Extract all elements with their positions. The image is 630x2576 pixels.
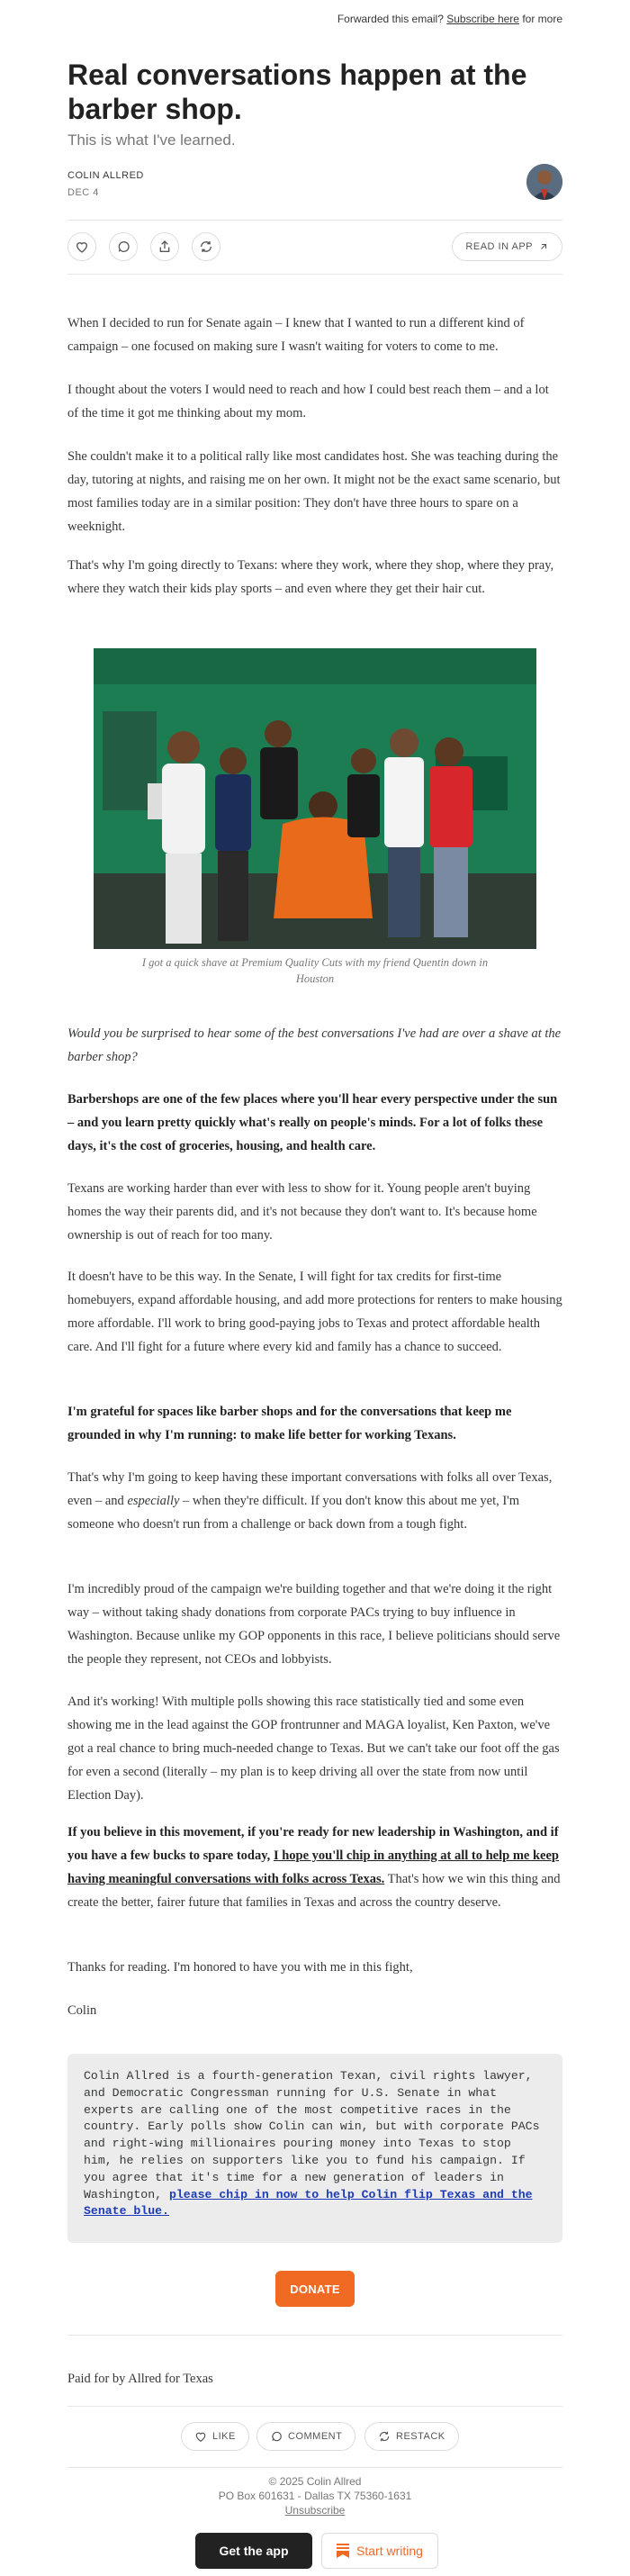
paid-for-disclaimer: Paid for by Allred for Texas <box>68 2372 213 2386</box>
footer-restack-button[interactable] <box>364 2422 459 2451</box>
callout-text: Colin Allred is a fourth-generation Texan, civil rights lawyer, and Democratic Congressman running for U.S. Senate in what experts are calling one of the most competitive races in the country. Early polls show Colin can win, but with corporate PACs and right-wing millionaires pouring money into Texas to stop him, he relies on supporters like you to fund his campaign. If you agree that it's time for a new generation of leaders in Washington, <box>84 2069 540 2201</box>
restack-icon <box>199 240 213 254</box>
comment-icon <box>270 2430 283 2443</box>
callout-donate-link[interactable]: please chip in now to help Colin flip Texas and the Senate blue. <box>84 2187 533 2219</box>
read-in-app-label: READ IN APP <box>465 241 533 252</box>
footer-address: PO Box 601631 - Dallas TX 75360-1631 <box>218 2490 412 2502</box>
paragraph-text: That's why I'm going to keep having these important conversations with folks all over Texas, even – and <box>68 1470 553 1508</box>
forwarded-notice <box>338 13 562 25</box>
post-title[interactable]: Real conversations happen at the barber shop. <box>68 59 527 125</box>
read-in-app-button[interactable] <box>452 232 562 261</box>
paragraph <box>68 1821 562 1914</box>
restack-label: RESTACK <box>396 2431 446 2442</box>
paragraph: I'm grateful for spaces like barber shops and for the conversations that keep me grounded in why I'm running: to make life better for working Texans. <box>68 1405 512 1442</box>
subscribe-link[interactable]: Subscribe here <box>446 13 519 25</box>
post-subtitle: This is what I've learned. <box>68 131 236 149</box>
share-icon <box>158 240 172 254</box>
restack-icon <box>378 2430 391 2443</box>
donate-link[interactable]: I hope you'll chip in anything at all to help me keep having meaningful conversations with folks across Texas. <box>68 1848 559 1886</box>
start-writing-button[interactable] <box>321 2533 438 2569</box>
forwarded-prefix: Forwarded this email? <box>337 13 444 25</box>
arrow-up-right-icon <box>538 241 549 252</box>
paragraph: Texans are working harder than ever with less to show for it. Young people aren't buying homes the way their parents did, and it's not because they don't want to. It's because home ownership is out of reach for too many. <box>68 1181 537 1243</box>
footer-like-button[interactable] <box>181 2422 249 2451</box>
avatar-image <box>526 164 562 200</box>
photo-illustration <box>94 648 536 949</box>
paragraph: It doesn't have to be this way. In the Senate, I will fight for tax credits for first-time homebuyers, expand affordable housing, and add more protections for renters to make housing more affordable. I'll work to bring good-paying jobs to Texas and protect affordable health care. And I'll fight for a future where every kid and family has a chance to succeed. <box>68 1270 562 1354</box>
divider <box>68 2406 562 2407</box>
donate-button[interactable]: DONATE <box>275 2271 355 2307</box>
paragraph-emphasis: especially <box>127 1494 180 1508</box>
paragraph-text: – when they're difficult. If you don't know this about me yet, I'm someone who doesn't run from a challenge or back down from a tough fight. <box>68 1494 520 1532</box>
heart-icon <box>75 240 89 254</box>
footer-copyright: © 2025 Colin Allred <box>268 2475 362 2488</box>
paragraph: She couldn't make it to a political rally like most candidates host. She was teaching during the day, tutoring at nights, and raising me on her own. It might not be the exact same scenario, but most families today are in a similar position: They don't have three hours to spare on a weeknight. <box>68 449 561 534</box>
divider <box>68 274 562 275</box>
post-date: DEC 4 <box>68 187 99 198</box>
paragraph: Barbershops are one of the few places where you'll hear every perspective under the sun – and you learn pretty quickly what's really on people's minds. For a lot of folks these days, it's the cost of groceries, housing, and health care. <box>68 1092 558 1153</box>
signoff: Colin <box>68 2003 97 2018</box>
paragraph: That's why I'm going directly to Texans: where they work, where they shop, where they pray, where they watch their kids play sports – and even where they get their hair cut. <box>68 558 554 596</box>
paragraph: When I decided to run for Senate again – I knew that I wanted to run a different kind of campaign – one focused on making sure I wasn't waiting for voters to come to me. <box>68 316 525 354</box>
share-button[interactable] <box>150 232 179 261</box>
comment-icon <box>116 240 130 254</box>
paragraph: Would you be surprised to hear some of the best conversations I've had are over a shave at the barber shop? <box>68 1026 562 1064</box>
paragraph: Thanks for reading. I'm honored to have you with me in this fight, <box>68 1960 413 1975</box>
avatar[interactable] <box>526 164 562 200</box>
like-label: LIKE <box>212 2431 236 2442</box>
paragraph-bold: If you believe in this movement, if you're ready for new leadership in Washington, and if you have a few bucks to spare today, <box>68 1825 559 1863</box>
comment-button[interactable] <box>109 232 138 261</box>
heart-icon <box>194 2430 207 2443</box>
divider <box>68 2335 562 2336</box>
substack-logo-icon <box>337 2544 349 2558</box>
restack-button[interactable] <box>192 232 220 261</box>
callout-box <box>68 2054 562 2243</box>
photo-caption: I got a quick shave at Premium Quality Cuts with my friend Quentin down in Houston <box>141 956 489 985</box>
paragraph-text: That's how we win this thing and create the better, fairer future that families in Texas and across the country deserve. <box>68 1872 561 1910</box>
paragraph: I thought about the voters I would need to reach and how I could best reach them – and a lot of the time it got me thinking about my mom. <box>68 383 549 420</box>
paragraph: And it's working! With multiple polls showing this race statistically tied and some even showing me in the lead against the GOP frontrunner and MAGA loyalist, Ken Paxton, we've got a real chance to bring much-needed change to Texas. But we can't take our foot off the gas for even a second (literally – my plan is to keep driving all over the state from now until Election Day). <box>68 1695 560 1803</box>
get-app-button[interactable]: Get the app <box>195 2533 312 2569</box>
barbershop-photo[interactable] <box>94 648 536 949</box>
forwarded-suffix: for more <box>522 13 562 25</box>
divider <box>68 2467 562 2468</box>
paragraph <box>68 1466 562 1536</box>
divider <box>68 220 562 221</box>
footer-comment-button[interactable] <box>256 2422 356 2451</box>
start-writing-label: Start writing <box>356 2544 423 2558</box>
author-name[interactable]: COLIN ALLRED <box>68 170 144 181</box>
paragraph: I'm incredibly proud of the campaign we're building together and that we're doing it the right way – without taking shady donations from corporate PACs trying to buy influence in Washington. Because unlike my GOP opponents in this race, I believe politicians should serve the people they represent, not CEOs and lobbyists. <box>68 1582 561 1667</box>
unsubscribe-link[interactable]: Unsubscribe <box>284 2504 346 2517</box>
comment-label: COMMENT <box>288 2431 343 2442</box>
like-button[interactable] <box>68 232 96 261</box>
